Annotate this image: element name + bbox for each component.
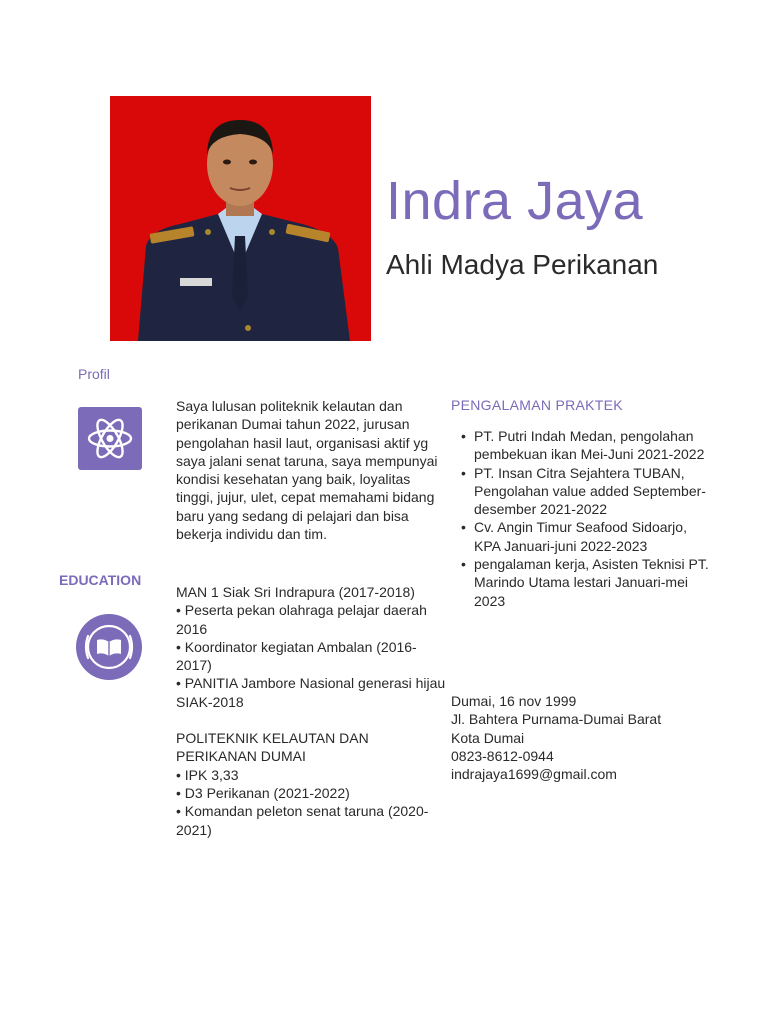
school-2-name: POLITEKNIK KELAUTAN DAN PERIKANAN DUMAI <box>176 730 369 765</box>
education-icon-tile <box>76 614 142 680</box>
contact-block <box>451 692 731 783</box>
school-2-item: • Komandan peleton senat taruna (2020-2021) <box>176 803 429 838</box>
profile-section-label: Profil <box>78 366 110 382</box>
profile-text: Saya lulusan politeknik kelautan dan perikanan Dumai tahun 2022, jurusan pengolahan hasil laut, organisasi aktif yg saya jalani senat taruna, saya mempunyai kondisi kesehatan yang baik, loyalitas tinggi, jujur, ulet, cepat memahami bidang baru yang sedang di pelajari dan bisa bekerja individu dan tim. <box>176 398 438 543</box>
school-2-item: • IPK 3,33 <box>176 766 239 783</box>
education-section-label: EDUCATION <box>59 572 142 588</box>
school-1-item: • Koordinator kegiatan Ambalan (2016-2017) <box>176 638 417 674</box>
atom-icon <box>78 407 142 470</box>
experience-list <box>451 427 711 610</box>
experience-item: • PT. Insan Citra Sejahtera TUBAN, Pengolahan value added September-desember 2021-2022 <box>451 464 711 519</box>
open-book-icon <box>76 614 142 680</box>
address-line-1: Jl. Bahtera Purnama-Dumai Barat <box>451 711 662 728</box>
birth-info: Dumai, 16 nov 1999 <box>451 693 577 709</box>
person-title: Ahli Madya Perikanan <box>386 249 659 280</box>
school-1-name: MAN 1 Siak Sri Indrapura (2017-2018) <box>176 584 415 600</box>
experience-item: • Cv. Angin Timur Seafood Sidoarjo, KPA Januari-juni 2022-2023 <box>451 518 711 555</box>
school-2-item: • D3 Perikanan (2021-2022) <box>176 784 350 801</box>
experience-heading: PENGALAMAN PRAKTEK <box>451 397 623 413</box>
education-block <box>176 583 451 839</box>
experience-item: • PT. Putri Indah Medan, pengolahan pembekuan ikan Mei-Juni 2021-2022 <box>451 427 711 464</box>
address-line-2: Kota Dumai <box>451 729 525 746</box>
school-1-item: • Peserta pekan olahraga pelajar daerah 2016 <box>176 602 427 637</box>
email-address[interactable]: indrajaya1699@gmail.com <box>451 766 617 783</box>
phone-number: 0823-8612-0944 <box>451 747 554 764</box>
profile-icon-tile <box>78 407 142 470</box>
experience-item: • pengalaman kerja, Asisten Teknisi PT. Marindo Utama lestari Januari-mei 2023 <box>451 555 711 610</box>
profile-photo <box>110 96 371 341</box>
school-1-item: • PANITIA Jambore Nasional generasi hijau SIAK-2018 <box>176 675 446 710</box>
person-portrait-icon <box>110 96 371 341</box>
person-name: Indra Jaya <box>386 171 644 231</box>
